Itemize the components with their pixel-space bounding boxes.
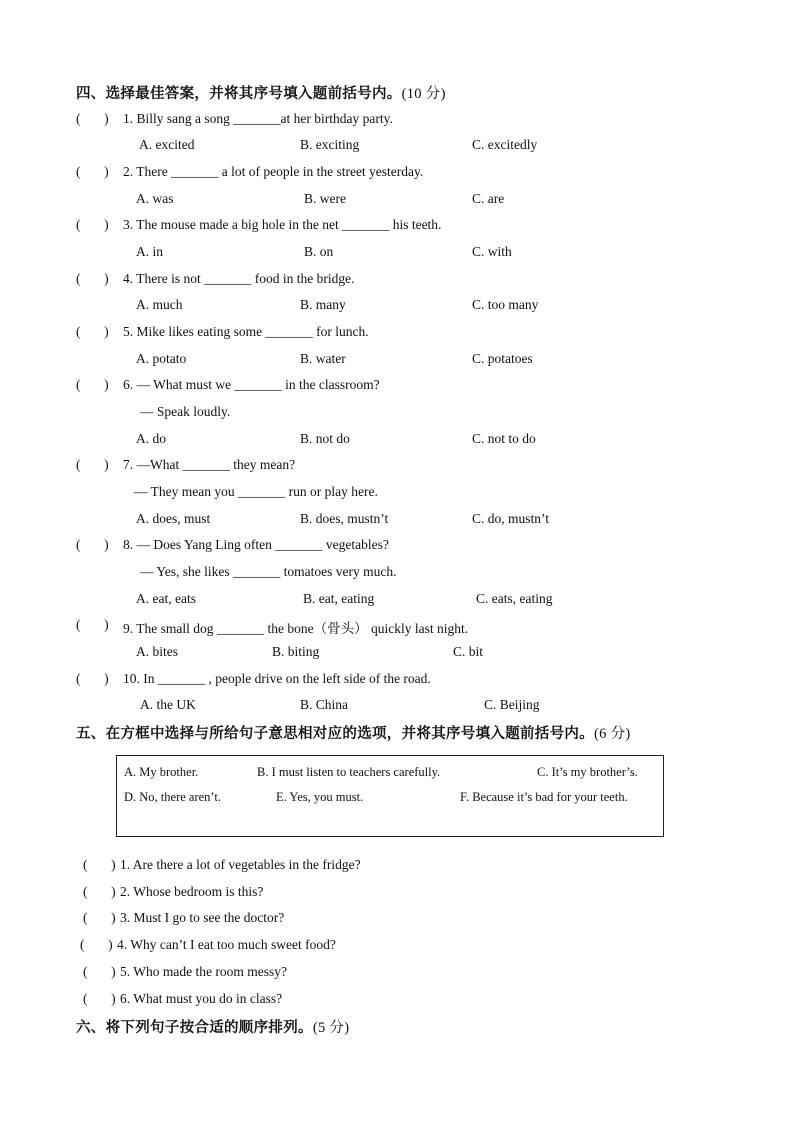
answer-bracket[interactable]: ( ) bbox=[83, 857, 116, 872]
question-stem: 9. The small dog _______ the bone（骨头） quickly last night. bbox=[123, 621, 469, 636]
section-6-title bbox=[76, 1016, 349, 1037]
option-a: A. was bbox=[136, 191, 174, 206]
answer-bracket[interactable]: ( ) bbox=[76, 111, 109, 126]
section-6-title-text: 六、将下列句子按合适的顺序排列。 bbox=[76, 1020, 313, 1036]
box-option-e: E. Yes, you must. bbox=[276, 790, 364, 804]
question-stem-reply: — Yes, she likes _______ tomatoes very much. bbox=[140, 564, 397, 579]
section-5-score: (6 分) bbox=[594, 726, 631, 742]
option-a: A. bites bbox=[136, 644, 178, 659]
answer-bracket[interactable]: ( ) bbox=[83, 964, 116, 979]
option-a: A. does, must bbox=[136, 511, 211, 526]
box-option-b: B. I must listen to teachers carefully. bbox=[257, 765, 441, 779]
option-c: C. too many bbox=[472, 297, 539, 312]
question-stem: 2. Whose bedroom is this? bbox=[120, 884, 264, 899]
option-c: C. potatoes bbox=[472, 351, 533, 366]
option-b: B. does, mustn’t bbox=[300, 511, 389, 526]
answer-bracket[interactable]: ( ) bbox=[76, 671, 109, 686]
question-stem-reply: — They mean you _______ run or play here. bbox=[134, 484, 378, 499]
option-c: C. bit bbox=[453, 644, 484, 659]
answer-bracket[interactable]: ( ) bbox=[83, 884, 116, 899]
answer-bracket[interactable]: ( ) bbox=[76, 324, 109, 339]
section-5-title-text: 五、在方框中选择与所给句子意思相对应的选项，并将其序号填入题前括号内。 bbox=[76, 726, 594, 742]
question-stem: 7. —What _______ they mean? bbox=[123, 457, 296, 472]
option-b: B. eat, eating bbox=[303, 591, 375, 606]
option-b: B. many bbox=[300, 297, 346, 312]
section-5-title bbox=[76, 722, 631, 743]
question-stem: 6. — What must we _______ in the classroom? bbox=[123, 377, 380, 392]
question-stem: 5. Who made the room messy? bbox=[120, 964, 287, 979]
question-stem: 2. There _______ a lot of people in the street yesterday. bbox=[123, 164, 424, 179]
option-b: B. exciting bbox=[300, 137, 360, 152]
option-a: A. excited bbox=[139, 137, 195, 152]
option-c: C. eats, eating bbox=[476, 591, 553, 606]
option-a: A. the UK bbox=[140, 697, 196, 712]
box-option-a: A. My brother. bbox=[124, 765, 199, 779]
answer-bracket[interactable]: ( ) bbox=[76, 217, 109, 232]
option-c: C. with bbox=[472, 244, 512, 259]
answer-bracket[interactable]: ( ) bbox=[76, 271, 109, 286]
question-stem-reply: — Speak loudly. bbox=[140, 404, 231, 419]
answer-bracket[interactable]: ( ) bbox=[76, 377, 109, 392]
option-a: A. in bbox=[136, 244, 163, 259]
question-stem: 8. — Does Yang Ling often _______ vegetables? bbox=[123, 537, 389, 552]
answer-bracket[interactable]: ( ) bbox=[83, 991, 116, 1006]
option-b: B. were bbox=[304, 191, 346, 206]
option-c: C. do, mustn’t bbox=[472, 511, 550, 526]
option-c: C. Beijing bbox=[484, 697, 540, 712]
option-b: B. biting bbox=[272, 644, 320, 659]
box-option-f: F. Because it’s bad for your teeth. bbox=[460, 790, 628, 804]
question-stem: 6. What must you do in class? bbox=[120, 991, 283, 1006]
option-a: A. do bbox=[136, 431, 166, 446]
answer-bracket[interactable]: ( ) bbox=[76, 617, 109, 632]
option-c: C. not to do bbox=[472, 431, 536, 446]
section-4-title-text: 四、选择最佳答案，并将其序号填入题前括号内。 bbox=[76, 86, 402, 102]
option-a: A. much bbox=[136, 297, 183, 312]
answer-bracket[interactable]: ( ) bbox=[80, 937, 113, 952]
question-stem: 3. The mouse made a big hole in the net _______ his teeth. bbox=[123, 217, 442, 232]
question-stem: 4. There is not _______ food in the bridge. bbox=[123, 271, 355, 286]
question-stem: 4. Why can’t I eat too much sweet food? bbox=[117, 937, 336, 952]
option-b: B. China bbox=[300, 697, 349, 712]
section-4-title bbox=[76, 82, 446, 103]
box-option-c: C. It’s my brother’s. bbox=[537, 765, 638, 779]
option-c: C. excitedly bbox=[472, 137, 538, 152]
answer-bracket[interactable]: ( ) bbox=[76, 537, 109, 552]
option-a: A. potato bbox=[136, 351, 187, 366]
option-a: A. eat, eats bbox=[136, 591, 196, 606]
answer-bracket[interactable]: ( ) bbox=[83, 910, 116, 925]
answer-bracket[interactable]: ( ) bbox=[76, 164, 109, 179]
option-b: B. on bbox=[304, 244, 334, 259]
option-c: C. are bbox=[472, 191, 505, 206]
box-option-d: D. No, there aren’t. bbox=[124, 790, 221, 804]
question-stem: 1. Are there a lot of vegetables in the fridge? bbox=[120, 857, 361, 872]
option-b: B. not do bbox=[300, 431, 350, 446]
section-6-score: (5 分) bbox=[312, 1020, 350, 1036]
answer-bracket[interactable]: ( ) bbox=[76, 457, 109, 472]
question-stem: 1. Billy sang a song _______at her birthday party. bbox=[123, 111, 393, 126]
question-stem: 3. Must I go to see the doctor? bbox=[120, 910, 285, 925]
option-b: B. water bbox=[300, 351, 346, 366]
question-stem: 5. Mike likes eating some _______ for lunch. bbox=[123, 324, 369, 339]
section-4-score: (10 分) bbox=[401, 86, 446, 102]
question-stem: 10. In _______ , people drive on the left side of the road. bbox=[123, 671, 431, 686]
